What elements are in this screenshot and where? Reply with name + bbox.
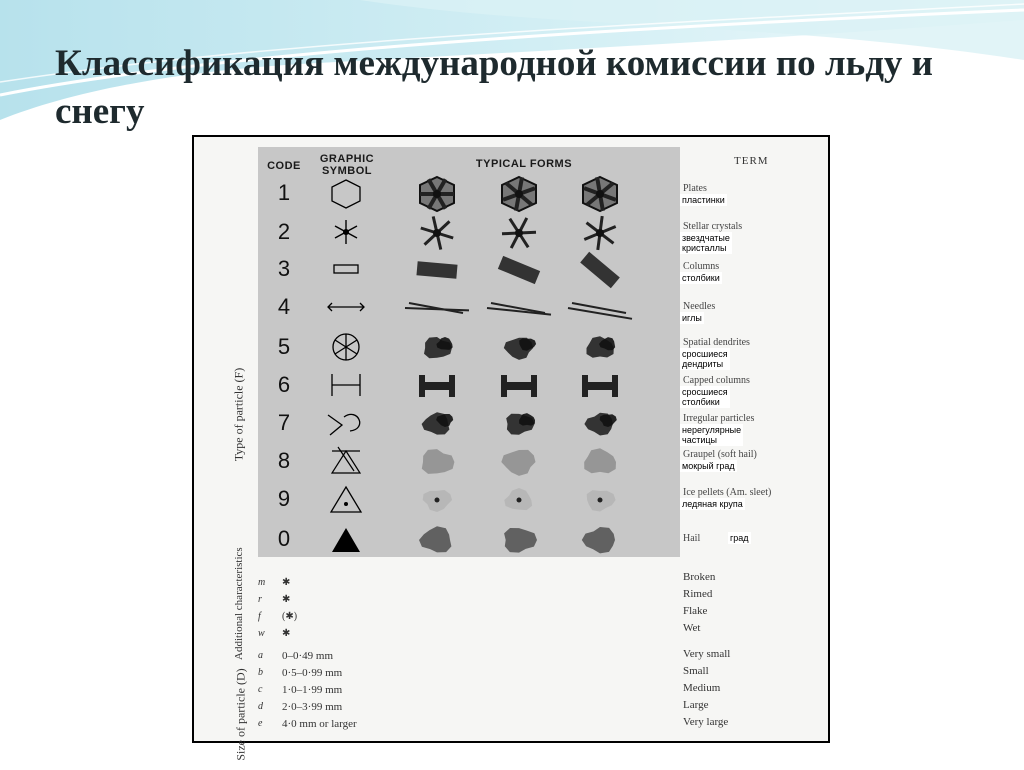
crystal-form-5-2 bbox=[481, 329, 557, 367]
term-en-5: Spatial dendrites bbox=[683, 337, 750, 348]
size-range-c: 1·0–1·99 mm bbox=[282, 684, 343, 696]
term-ru-6: сросшиеся столбики bbox=[682, 387, 728, 407]
size-range-a: 0–0·49 mm bbox=[282, 650, 334, 662]
hail-symbol-icon bbox=[324, 523, 368, 553]
graupel-symbol-icon bbox=[324, 445, 368, 475]
additional-term-w: Wet bbox=[683, 622, 701, 634]
header-term: TERM bbox=[734, 155, 769, 167]
crystal-form-8-2 bbox=[481, 443, 557, 481]
additional-term-r: Rimed bbox=[683, 588, 713, 600]
additional-symbol-w: ✱ bbox=[282, 628, 291, 639]
crystal-form-1-2 bbox=[481, 175, 557, 213]
crystal-form-2-3 bbox=[562, 214, 638, 252]
size-term-d: Large bbox=[683, 699, 709, 711]
crystal-form-9-3 bbox=[562, 481, 638, 519]
additional-key-m: m bbox=[258, 577, 266, 588]
code-6: 6 bbox=[277, 372, 291, 397]
size-range-d: 2·0–3·99 mm bbox=[282, 701, 343, 713]
ice-pellet-symbol-icon bbox=[324, 483, 368, 513]
type-of-particle-label: Type of particle (F) bbox=[231, 367, 246, 462]
wheel-symbol-icon bbox=[324, 331, 368, 361]
crystal-form-0-2 bbox=[481, 521, 557, 559]
size-key-b: b bbox=[258, 667, 263, 678]
size-term-a: Very small bbox=[683, 648, 731, 660]
header-code: CODE bbox=[267, 160, 301, 172]
crystal-form-6-2 bbox=[481, 367, 557, 405]
size-key-c: c bbox=[258, 684, 263, 695]
crystal-form-9-2 bbox=[481, 481, 557, 519]
term-en-8: Graupel (soft hail) bbox=[683, 449, 757, 460]
crystal-form-8-1 bbox=[399, 443, 475, 481]
crystal-form-0-1 bbox=[399, 521, 475, 559]
term-en-1: Plates bbox=[683, 183, 707, 194]
header-typical-forms: TYPICAL FORMS bbox=[475, 158, 573, 170]
size-term-b: Small bbox=[683, 665, 709, 677]
irregular-symbol-icon bbox=[324, 407, 368, 437]
code-2: 2 bbox=[277, 219, 291, 244]
code-0: 0 bbox=[277, 526, 291, 551]
term-ru-0: град bbox=[730, 533, 749, 543]
code-1: 1 bbox=[277, 180, 291, 205]
additional-label: Additional characteristics bbox=[233, 547, 245, 660]
additional-key-r: r bbox=[258, 594, 262, 605]
crystal-form-7-2 bbox=[481, 405, 557, 443]
crystal-form-4-2 bbox=[481, 289, 557, 327]
crystal-form-4-1 bbox=[399, 289, 475, 327]
term-ru-3: столбики bbox=[682, 273, 720, 283]
rectangle-symbol-icon bbox=[324, 253, 368, 283]
term-ru-7: нерегулярные частицы bbox=[682, 425, 742, 445]
size-term-e: Very large bbox=[683, 716, 729, 728]
crystal-form-3-1 bbox=[399, 251, 475, 289]
additional-term-m: Broken bbox=[683, 571, 716, 583]
term-en-3: Columns bbox=[683, 261, 720, 272]
code-8: 8 bbox=[277, 448, 291, 473]
size-range-e: 4·0 mm or larger bbox=[282, 718, 357, 730]
capped-column-symbol-icon bbox=[324, 369, 368, 399]
size-key-d: d bbox=[258, 701, 263, 712]
term-en-7: Irregular particles bbox=[683, 413, 755, 424]
crystal-form-6-1 bbox=[399, 367, 475, 405]
additional-key-w: w bbox=[258, 628, 265, 639]
term-ru-1: пластинки bbox=[682, 195, 725, 205]
term-ru-9: ледяная крупа bbox=[682, 499, 743, 509]
code-7: 7 bbox=[277, 410, 291, 435]
crystal-form-7-1 bbox=[399, 405, 475, 443]
term-ru-8: мокрый град bbox=[682, 461, 735, 471]
term-ru-2: звездчатые кристаллы bbox=[682, 233, 730, 253]
size-range-b: 0·5–0·99 mm bbox=[282, 667, 343, 679]
crystal-form-8-3 bbox=[562, 443, 638, 481]
crystal-form-6-3 bbox=[562, 367, 638, 405]
code-3: 3 bbox=[277, 256, 291, 281]
term-en-2: Stellar crystals bbox=[683, 221, 743, 232]
term-en-4: Needles bbox=[683, 301, 716, 312]
crystal-form-5-1 bbox=[399, 329, 475, 367]
header-graphic: GRAPHIC bbox=[319, 153, 375, 165]
crystal-form-3-2 bbox=[481, 251, 557, 289]
additional-symbol-m: ✱ bbox=[282, 577, 291, 588]
additional-key-f: f bbox=[258, 611, 261, 622]
size-key-e: e bbox=[258, 718, 263, 729]
crystal-form-1-3 bbox=[562, 175, 638, 213]
crystal-form-0-3 bbox=[562, 521, 638, 559]
needle-symbol-icon bbox=[324, 291, 368, 321]
code-5: 5 bbox=[277, 334, 291, 359]
term-ru-4: иглы bbox=[682, 313, 702, 323]
hexagon-symbol-icon bbox=[324, 177, 368, 207]
classification-table bbox=[192, 135, 830, 761]
term-en-0: Hail bbox=[683, 533, 701, 544]
term-en-9: Ice pellets (Am. sleet) bbox=[683, 487, 772, 498]
crystal-form-2-2 bbox=[481, 214, 557, 252]
crystal-form-7-3 bbox=[562, 405, 638, 443]
additional-symbol-f: (✱) bbox=[282, 611, 298, 622]
code-4: 4 bbox=[277, 294, 291, 319]
additional-term-f: Flake bbox=[683, 605, 708, 617]
header-symbol: SYMBOL bbox=[321, 165, 373, 177]
crystal-form-3-3 bbox=[562, 251, 638, 289]
crystal-form-2-1 bbox=[399, 214, 475, 252]
crystal-form-9-1 bbox=[399, 481, 475, 519]
slide-title: Классификация международной комиссии по льду и снегу bbox=[55, 43, 933, 132]
code-9: 9 bbox=[277, 486, 291, 511]
star-symbol-icon bbox=[324, 216, 368, 246]
crystal-form-4-3 bbox=[562, 289, 638, 327]
term-en-6: Capped columns bbox=[683, 375, 750, 386]
crystal-form-5-3 bbox=[562, 329, 638, 367]
size-label: Size of particle (D) bbox=[233, 668, 248, 761]
term-ru-5: сросшиеся дендриты bbox=[682, 349, 728, 369]
additional-symbol-r: ✱ bbox=[282, 594, 291, 605]
crystal-form-1-1 bbox=[399, 175, 475, 213]
size-term-c: Medium bbox=[683, 682, 721, 694]
size-key-a: a bbox=[258, 650, 263, 661]
